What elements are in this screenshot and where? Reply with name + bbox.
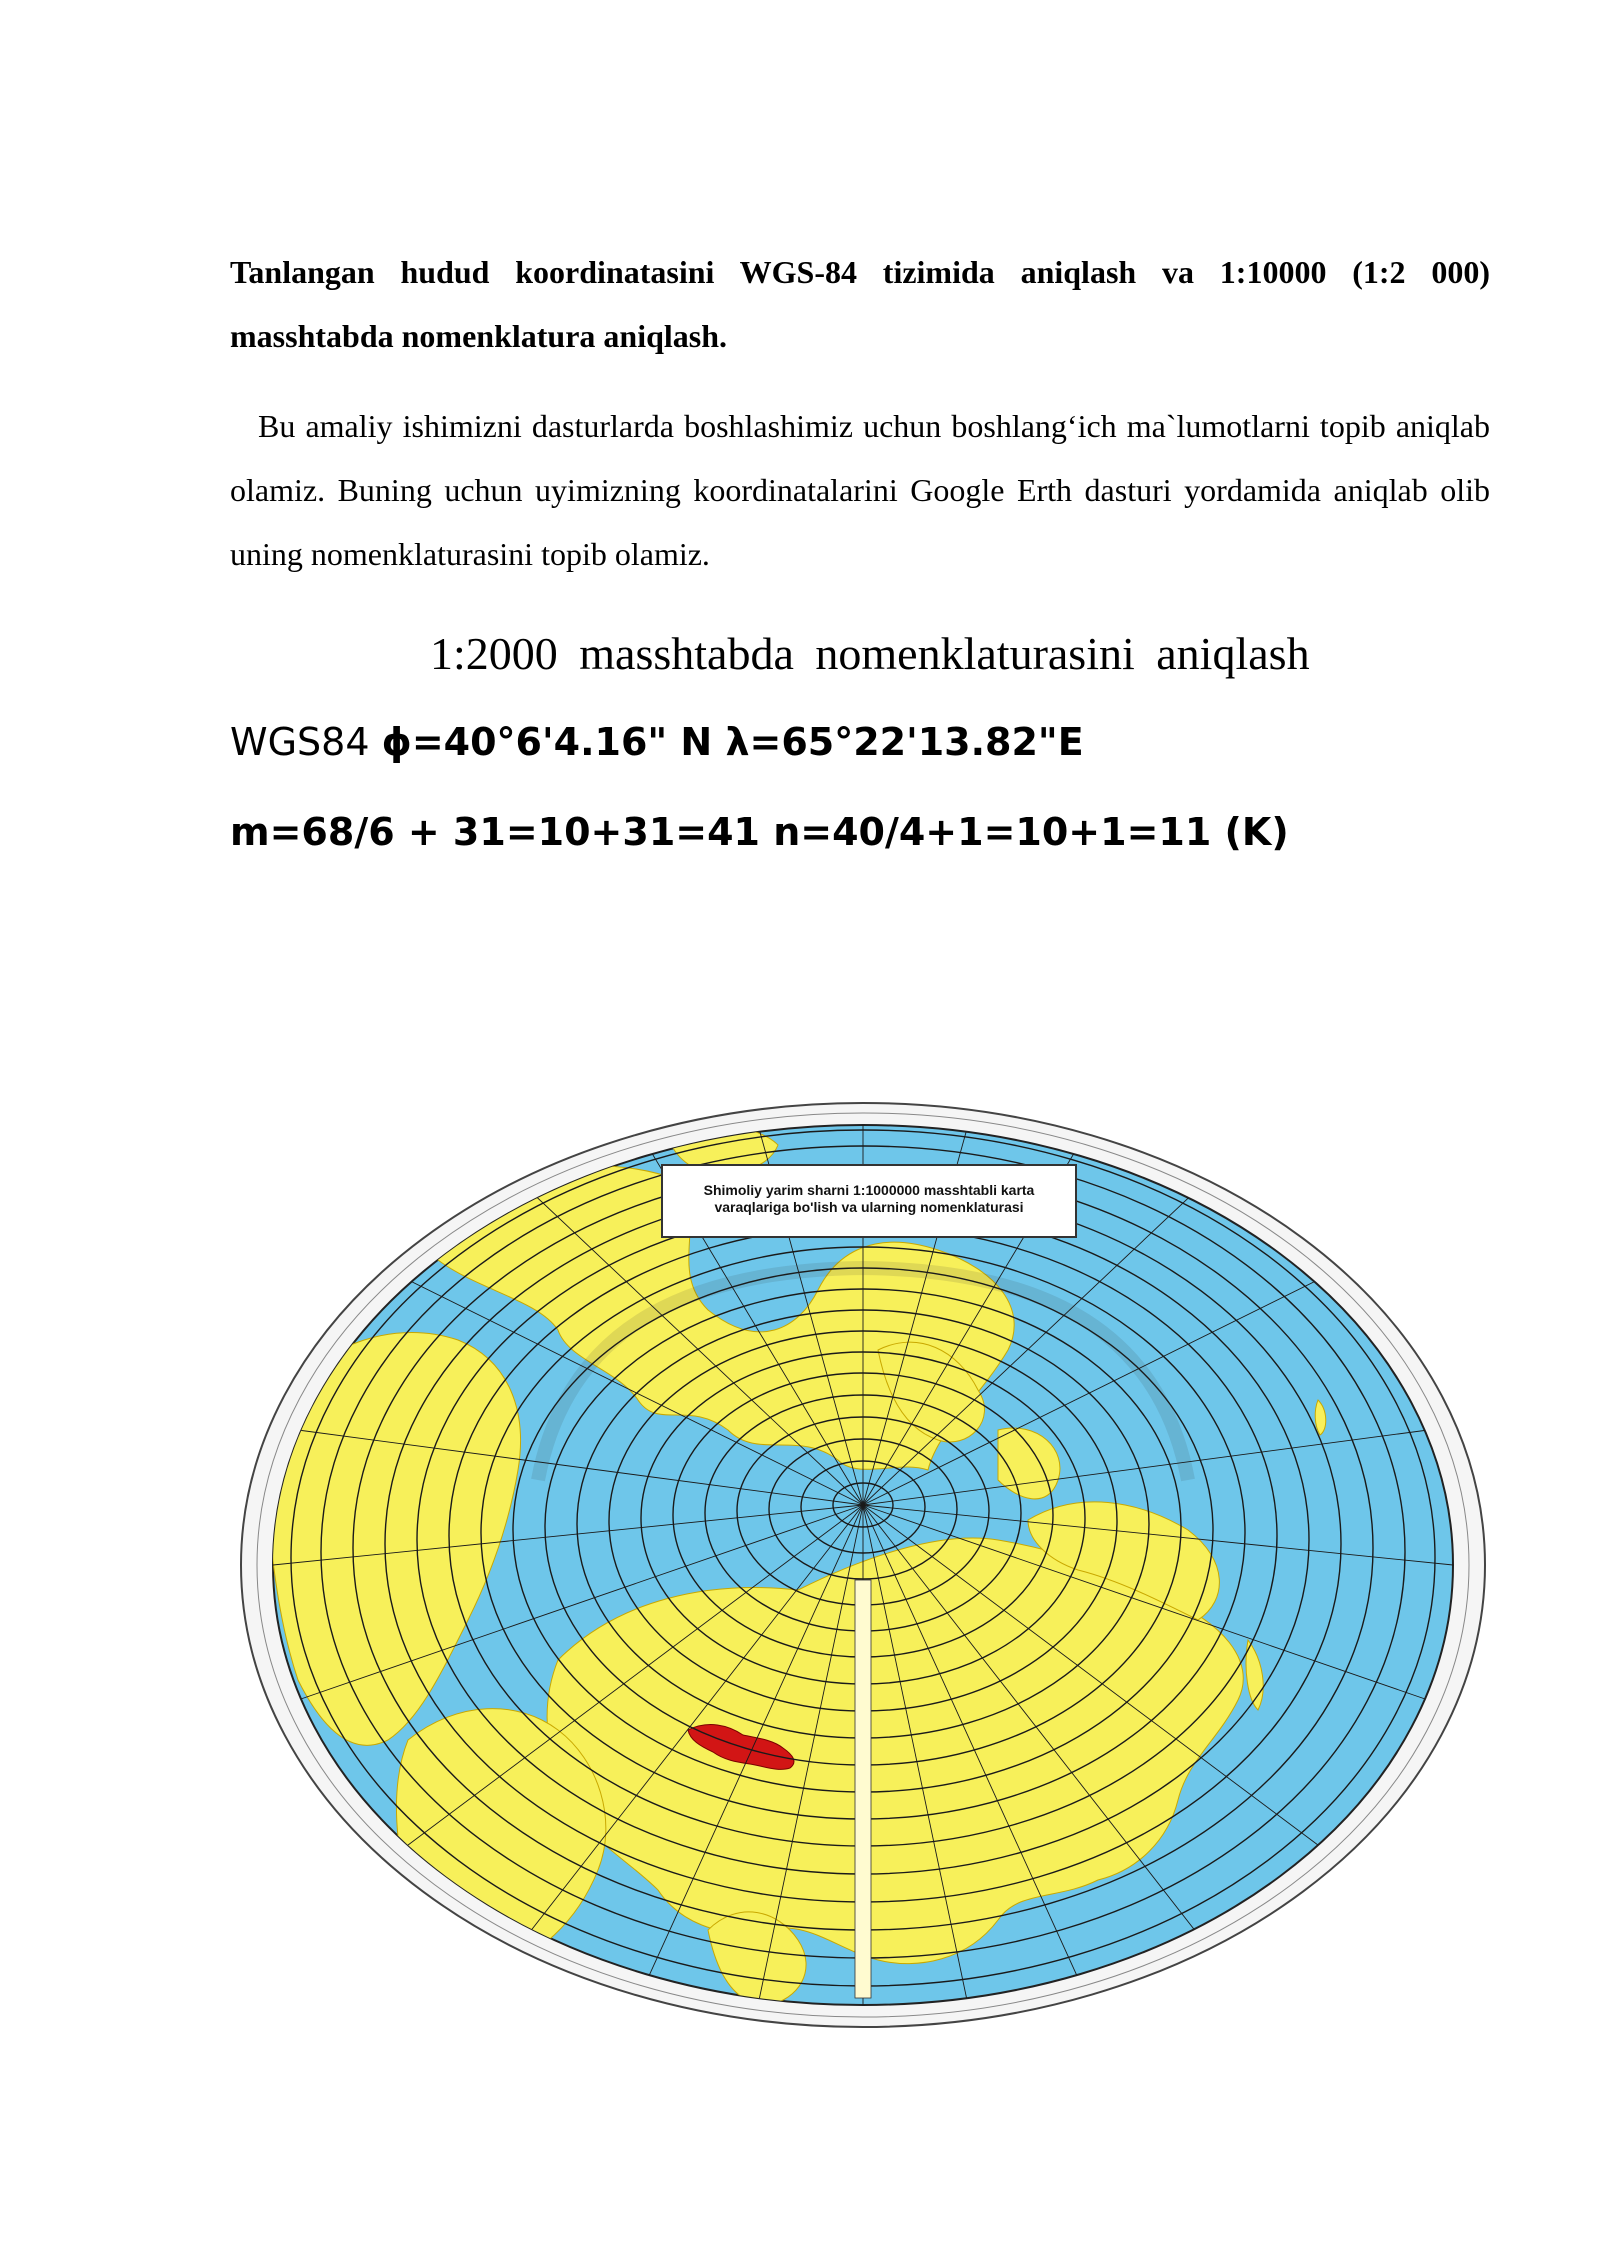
row-letter-column <box>855 1580 871 1998</box>
map-caption-box <box>661 1164 1077 1238</box>
wgs84-coordinates <box>230 710 1510 774</box>
map-graphic <box>238 1100 1488 2030</box>
document-title: Tanlangan hudud koordinatasini WGS-84 tizimida aniqlash va 1:10000 (1:2 000) masshtabda nomenklatura aniqlash. <box>230 254 1490 354</box>
intro-paragraph <box>230 394 1490 586</box>
map-caption-line-2: varaqlariga bo'lish va ularning nomenklaturasi <box>714 1199 1024 1215</box>
section-subheading: 1:2000 masshtabda nomenklaturasini aniqlash <box>430 628 1310 679</box>
intro-paragraph-text: Bu amaliy ishimizni dasturlarda boshlashimiz uchun boshlang‘ich ma`lumotlarni topib aniqlab olamiz. Buning uchun uyimizning koordinatalarini Google Erth dasturi yordamida aniqlab olib uning nomenklaturasini topib olamiz. <box>230 408 1490 572</box>
map-caption-line-1: Shimoliy yarim sharni 1:1000000 masshtabli karta <box>703 1182 1035 1198</box>
polar-projection-map <box>238 1100 1488 2030</box>
coordinate-system-label: WGS84 <box>230 720 382 764</box>
coordinate-values: ϕ=40°6'4.16" N λ=65°22'13.82"E <box>381 720 1084 764</box>
nomenclature-formula: m=68/6 + 31=10+31=41 n=40/4+1=10+1=11 (K) <box>230 810 1289 854</box>
